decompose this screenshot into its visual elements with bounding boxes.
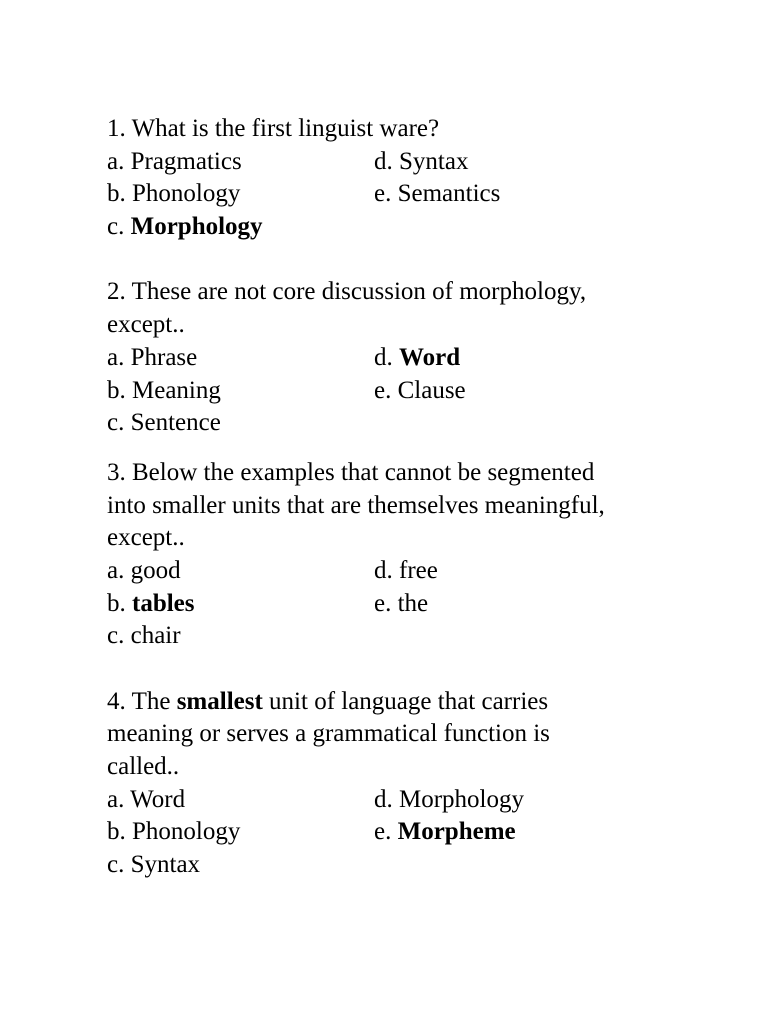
- spacer: [107, 653, 727, 686]
- option-letter: c.: [107, 622, 125, 650]
- question-3-text: Below the examples that cannot be segmented: [132, 458, 595, 486]
- question-3: [107, 457, 727, 653]
- option-a: [107, 555, 374, 588]
- spacer: [107, 244, 727, 277]
- question-4-number: 4.: [107, 687, 126, 715]
- correct-answer-text: Morphology: [130, 213, 263, 241]
- question-1-number: 1.: [107, 115, 126, 142]
- question-3-stem-cont: [107, 490, 727, 523]
- option-letter: b.: [107, 376, 126, 404]
- option-text: Phonology: [132, 180, 241, 208]
- spacer: [107, 440, 727, 457]
- option-letter: d.: [374, 785, 393, 813]
- option-b-answer: [107, 588, 374, 621]
- option-d: [374, 555, 727, 588]
- option-a: [107, 146, 374, 179]
- question-3-number: 3.: [107, 458, 126, 486]
- option-c: [107, 620, 374, 653]
- question-4-text: called..: [107, 753, 180, 781]
- option-e: [374, 178, 727, 211]
- question-1-stem: [107, 113, 727, 146]
- question-2-text: except..: [107, 311, 185, 339]
- option-row: [107, 784, 727, 817]
- question-2-number: 2.: [107, 278, 126, 306]
- option-letter: c.: [107, 851, 125, 879]
- option-letter: a.: [107, 785, 125, 813]
- option-e: [374, 375, 727, 408]
- option-row: [107, 178, 727, 211]
- option-text: Pragmatics: [130, 147, 242, 175]
- option-text: Semantics: [397, 180, 501, 208]
- option-row: [107, 342, 727, 375]
- question-2-stem-cont: [107, 309, 727, 342]
- option-text: good: [130, 556, 181, 584]
- option-b: [107, 178, 374, 211]
- option-row: [107, 407, 727, 440]
- option-letter: c.: [107, 213, 125, 241]
- question-4: [107, 686, 727, 882]
- question-1-text: What is the first linguist ware?: [131, 115, 440, 142]
- option-letter: e.: [374, 818, 392, 846]
- option-row: [107, 211, 727, 244]
- option-text: Phonology: [132, 818, 241, 846]
- option-text: Syntax: [130, 851, 201, 879]
- option-letter: c.: [107, 409, 125, 437]
- option-text: the: [397, 589, 429, 617]
- question-4-stem-cont: [107, 718, 727, 751]
- option-a: [107, 784, 374, 817]
- option-e: [374, 588, 727, 621]
- option-letter: e.: [374, 589, 392, 617]
- question-4-stem-cont: [107, 751, 727, 784]
- option-b: [107, 816, 374, 849]
- option-letter: a.: [107, 556, 125, 584]
- option-letter: d.: [374, 343, 393, 371]
- option-row: [107, 146, 727, 179]
- option-letter: e.: [374, 376, 392, 404]
- option-text: Word: [130, 785, 186, 813]
- option-letter: d.: [374, 556, 393, 584]
- option-letter: a.: [107, 147, 125, 175]
- question-4-text: unit of language that carries: [269, 687, 549, 715]
- option-letter: e.: [374, 180, 392, 208]
- option-row: [107, 588, 727, 621]
- question-4-text: meaning or serves a grammatical function is: [107, 720, 550, 748]
- option-text: Meaning: [132, 376, 221, 404]
- option-text: Sentence: [130, 409, 221, 437]
- emphasized-word: smallest: [176, 687, 263, 715]
- question-2: [107, 276, 727, 439]
- option-row: [107, 849, 727, 882]
- correct-answer-text: Morpheme: [397, 818, 516, 846]
- option-c-answer: [107, 211, 374, 244]
- option-c: [107, 407, 374, 440]
- option-e-answer: [374, 816, 727, 849]
- option-d-answer: [374, 342, 727, 375]
- question-2-text: These are not core discussion of morphology,: [131, 278, 587, 306]
- option-b: [107, 375, 374, 408]
- option-letter: d.: [374, 147, 393, 175]
- option-letter: b.: [107, 180, 126, 208]
- correct-answer-text: Word: [399, 343, 461, 371]
- question-1: [107, 113, 727, 244]
- option-text: free: [399, 556, 438, 584]
- option-a: [107, 342, 374, 375]
- question-2-stem: [107, 276, 727, 309]
- correct-answer-text: tables: [132, 589, 195, 617]
- option-letter: b.: [107, 818, 126, 846]
- option-row: [107, 620, 727, 653]
- option-text: chair: [130, 622, 181, 650]
- option-letter: a.: [107, 343, 125, 371]
- option-row: [107, 375, 727, 408]
- option-text: Phrase: [130, 343, 198, 371]
- option-text: Morphology: [399, 785, 524, 813]
- option-d: [374, 146, 727, 179]
- question-3-text: except..: [107, 524, 185, 552]
- question-3-stem-cont: [107, 522, 727, 555]
- question-3-text: into smaller units that are themselves meaningful,: [107, 491, 605, 519]
- option-text: Clause: [397, 376, 466, 404]
- question-4-stem: [107, 686, 727, 719]
- option-row: [107, 816, 727, 849]
- option-text: Syntax: [399, 147, 469, 175]
- option-row: [107, 555, 727, 588]
- question-4-text: The: [131, 687, 171, 715]
- option-c: [107, 849, 374, 882]
- option-d: [374, 784, 727, 817]
- question-3-stem: [107, 457, 727, 490]
- quiz-document: [107, 113, 727, 882]
- option-letter: b.: [107, 589, 126, 617]
